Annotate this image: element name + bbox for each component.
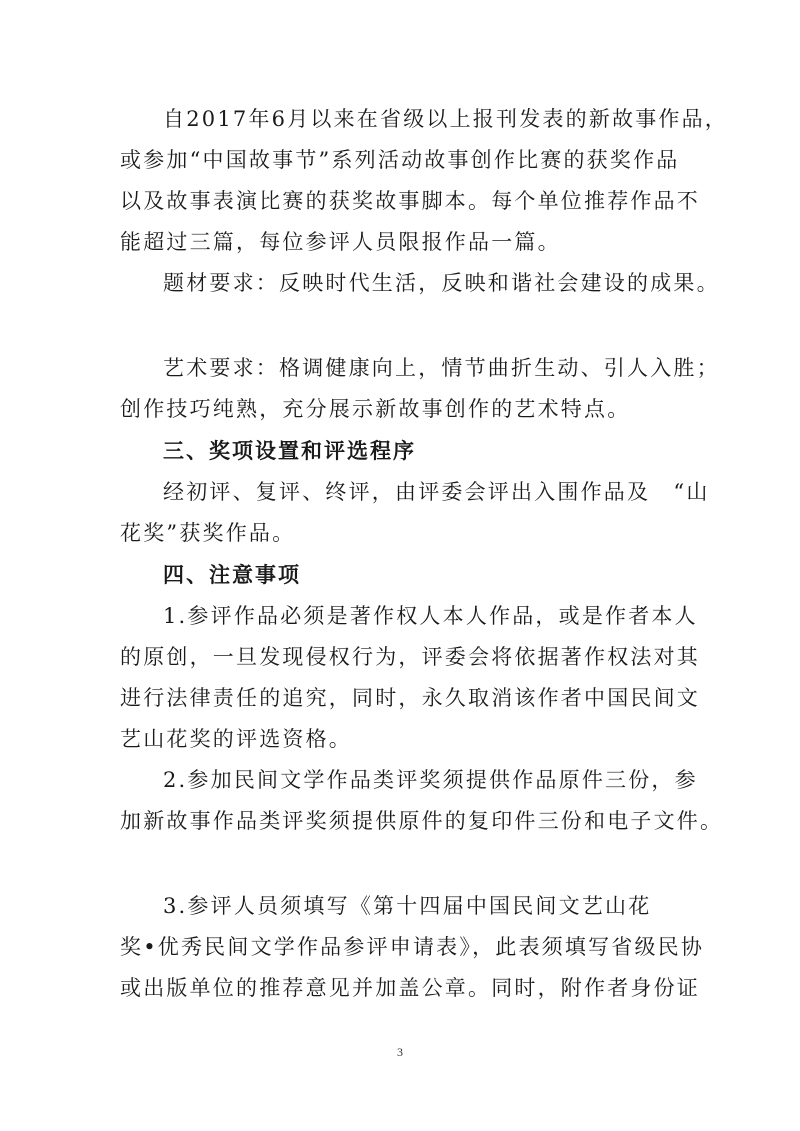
paragraph-line: 2.参加民间文学作品类评奖须提供作品原件三份，参 [163,768,698,792]
section-heading: 三、奖项设置和评选程序 [163,439,416,463]
paragraph-line: 1.参评作品必须是著作权人本人作品，或是作者本人 [163,604,698,628]
paragraph-line: 3.参评人员须填写《第十四届中国民间文艺山花 [163,894,652,918]
paragraph-line: 奖•优秀民间文学作品参评申请表》，此表须填写省级民协 [120,935,705,959]
paragraph-line: 的原创，一旦发现侵权行为，评委会将依据著作权法对其 [120,645,700,669]
paragraph-line: 进行法律责任的追究，同时，永久取消该作者中国民间文 [120,686,700,710]
paragraph-line: 花奖”获奖作品。 [120,521,296,545]
paragraph-line: 能超过三篇，每位参评人员限报作品一篇。 [120,230,561,254]
paragraph-line: 创作技巧纯熟，充分展示新故事创作的艺术特点。 [120,397,631,421]
paragraph-line: 题材要求：反映时代生活，反映和谐社会建设的成果。 [163,271,720,295]
paragraph-line: 或参加“中国故事节”系列活动故事创作比赛的获奖作品 [120,148,680,172]
paragraph-line: 艺山花奖的评选资格。 [120,727,352,751]
paragraph-line: 经初评、复评、终评，由评委会评出入围作品及 “山 [163,480,710,504]
paragraph-line: 或出版单位的推荐意见并加盖公章。同时，附作者身份证 [120,976,700,1000]
paragraph-line: 以及故事表演比赛的获奖故事脚本。每个单位推荐作品不 [120,189,700,213]
page-number: 3 [397,1045,403,1059]
paragraph-line: 自2017年6月以来在省级以上报刊发表的新故事作品， [163,107,729,131]
paragraph-line: 加新故事作品类评奖须提供原件的复印件三份和电子文件。 [120,809,724,833]
section-heading: 四、注意事项 [163,563,301,587]
paragraph-line: 艺术要求：格调健康向上，情节曲折生动、引人入胜； [163,356,720,380]
